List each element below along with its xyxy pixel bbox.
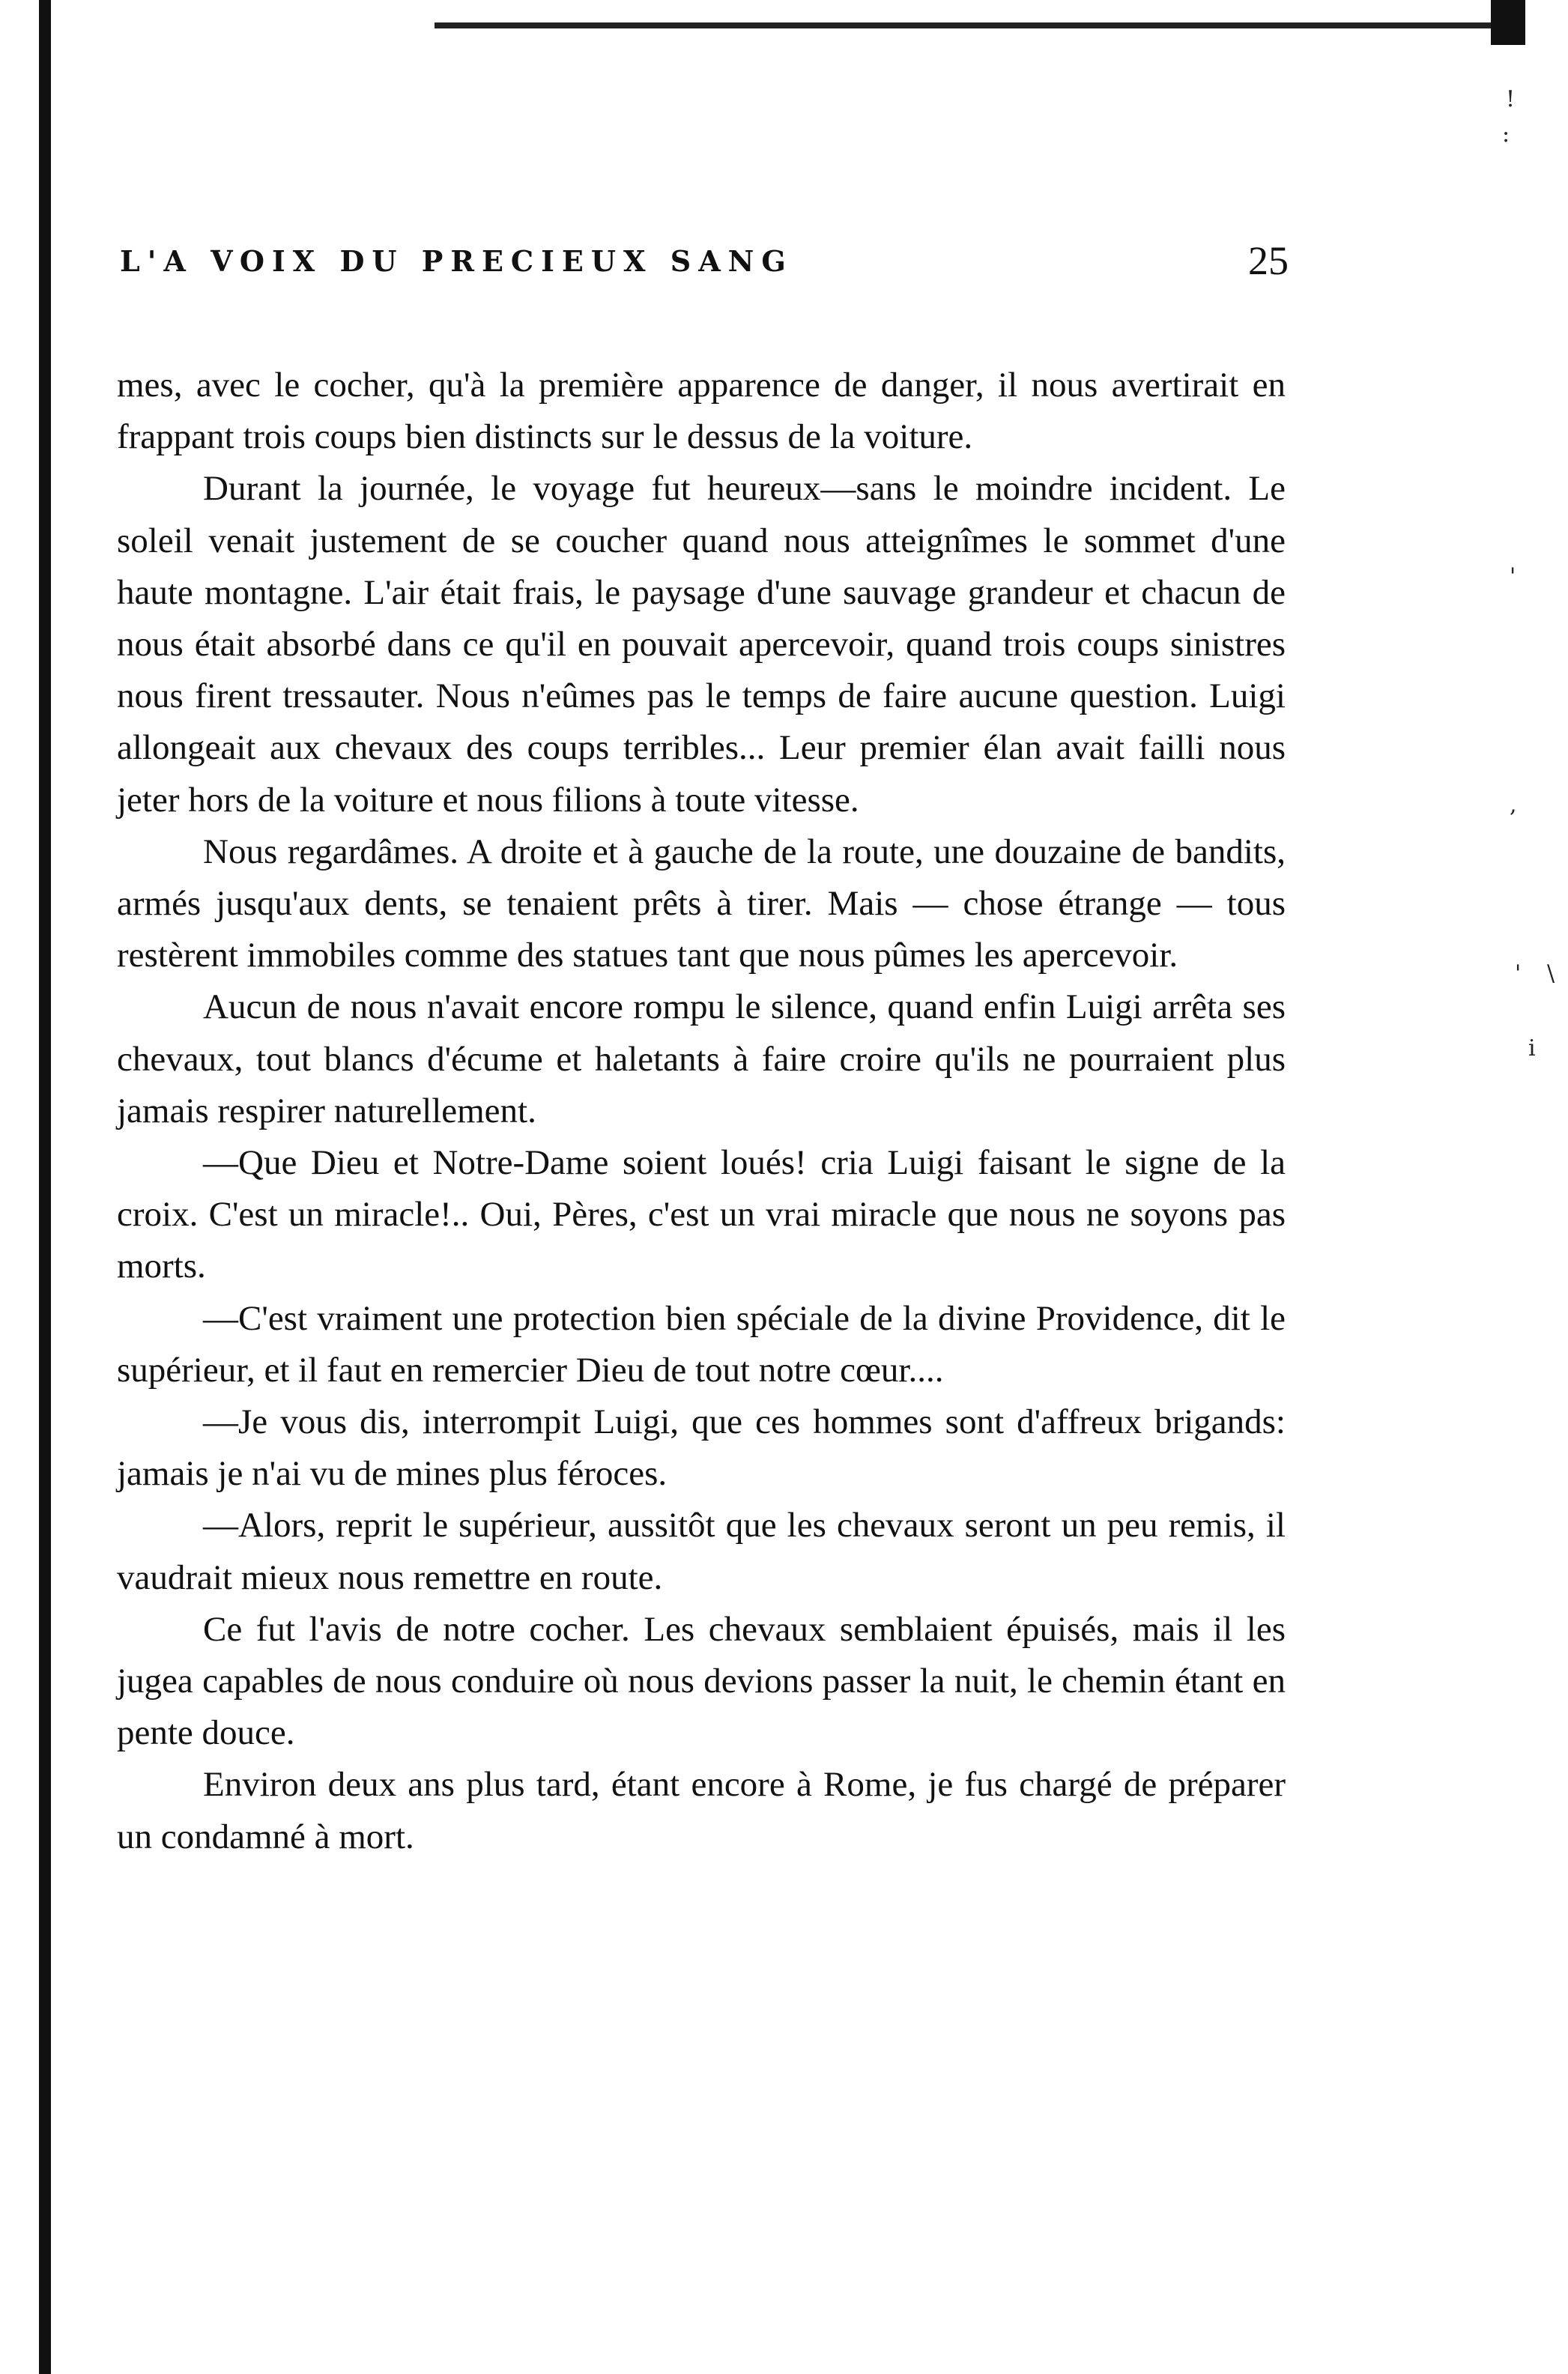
- paragraph: —Alors, reprit le supérieur, aussitôt que les chevaux seront un peu remis, il vaudrait mieux nous remettre en route.: [117, 1506, 1286, 1597]
- running-head: [120, 238, 1289, 283]
- paragraph: —C'est vraiment une protection bien spéciale de la divine Providence, dit le supérieur, et il faut en remercier Dieu de tout notre cœur....: [117, 1298, 1286, 1390]
- scan-border-left: [39, 0, 51, 2374]
- margin-mark: !: [1506, 86, 1516, 112]
- margin-mark: ': [1515, 960, 1522, 987]
- paragraph: —Je vous dis, interrompit Luigi, que ces hommes sont d'affreux brigands: jamais je n'ai vu de mines plus féroces.: [117, 1402, 1286, 1494]
- paragraph: Durant la journée, le voyage fut heureux—sans le moindre incident. Le soleil venait justement de se coucher quand nous atteignîmes le sommet d'une haute montagne. L'air était frais, le paysage d'une sauvage grandeur et chacun de nous était absorbé dans ce qu'il en pouvait apercevoir, quand trois coups sinistres nous firent tressauter. Nous n'eûmes pas le temps de faire aucune question. Luigi allongeait aux chevaux des coups terribles... Leur premier élan avait failli nous jeter hors de la voiture et nous filions à toute vitesse.: [117, 469, 1286, 820]
- paragraph: Ce fut l'avis de notre cocher. Les chevaux semblaient épuisés, mais il les jugea capables de nous conduire où nous devions passer la nuit, le chemin étant en pente douce.: [117, 1609, 1286, 1753]
- body-text: [117, 360, 1286, 1863]
- paragraph: —Que Dieu et Notre-Dame soient loués! cria Luigi faisant le signe de la croix. C'est un miracle!.. Oui, Pères, c'est un vrai miracle que nous ne soyons pas morts.: [117, 1143, 1286, 1286]
- page-number: 25: [1248, 238, 1289, 283]
- margin-mark: ,: [1510, 792, 1517, 818]
- margin-mark: ': [1510, 563, 1516, 590]
- scan-border-top: [435, 22, 1521, 28]
- paragraph: Nous regardâmes. A droite et à gauche de la route, une douzaine de bandits, armés jusqu'aux dents, se tenaient prêts à tirer. Mais — chose étrange — tous restèrent immobiles comme des statues tant que nous pûmes les apercevoir.: [117, 832, 1286, 975]
- margin-mark: i: [1528, 1035, 1536, 1062]
- paragraph: mes, avec le cocher, qu'à la première apparence de danger, il nous avertirait en frappant trois coups bien distincts sur le dessus de la voiture.: [117, 366, 1286, 457]
- margin-mark: :: [1502, 121, 1510, 148]
- paragraph: Environ deux ans plus tard, étant encore à Rome, je fus chargé de préparer un condamné à mort.: [117, 1765, 1286, 1856]
- margin-mark: \: [1547, 960, 1555, 987]
- paragraph: Aucun de nous n'avait encore rompu le silence, quand enfin Luigi arrêta ses chevaux, tout blancs d'écume et haletants à faire croire qu'ils ne pourraient plus jamais respirer naturellement.: [117, 987, 1286, 1130]
- running-title: L'A VOIX DU PRECIEUX SANG: [120, 243, 793, 278]
- scan-corner-mark: [1491, 0, 1525, 45]
